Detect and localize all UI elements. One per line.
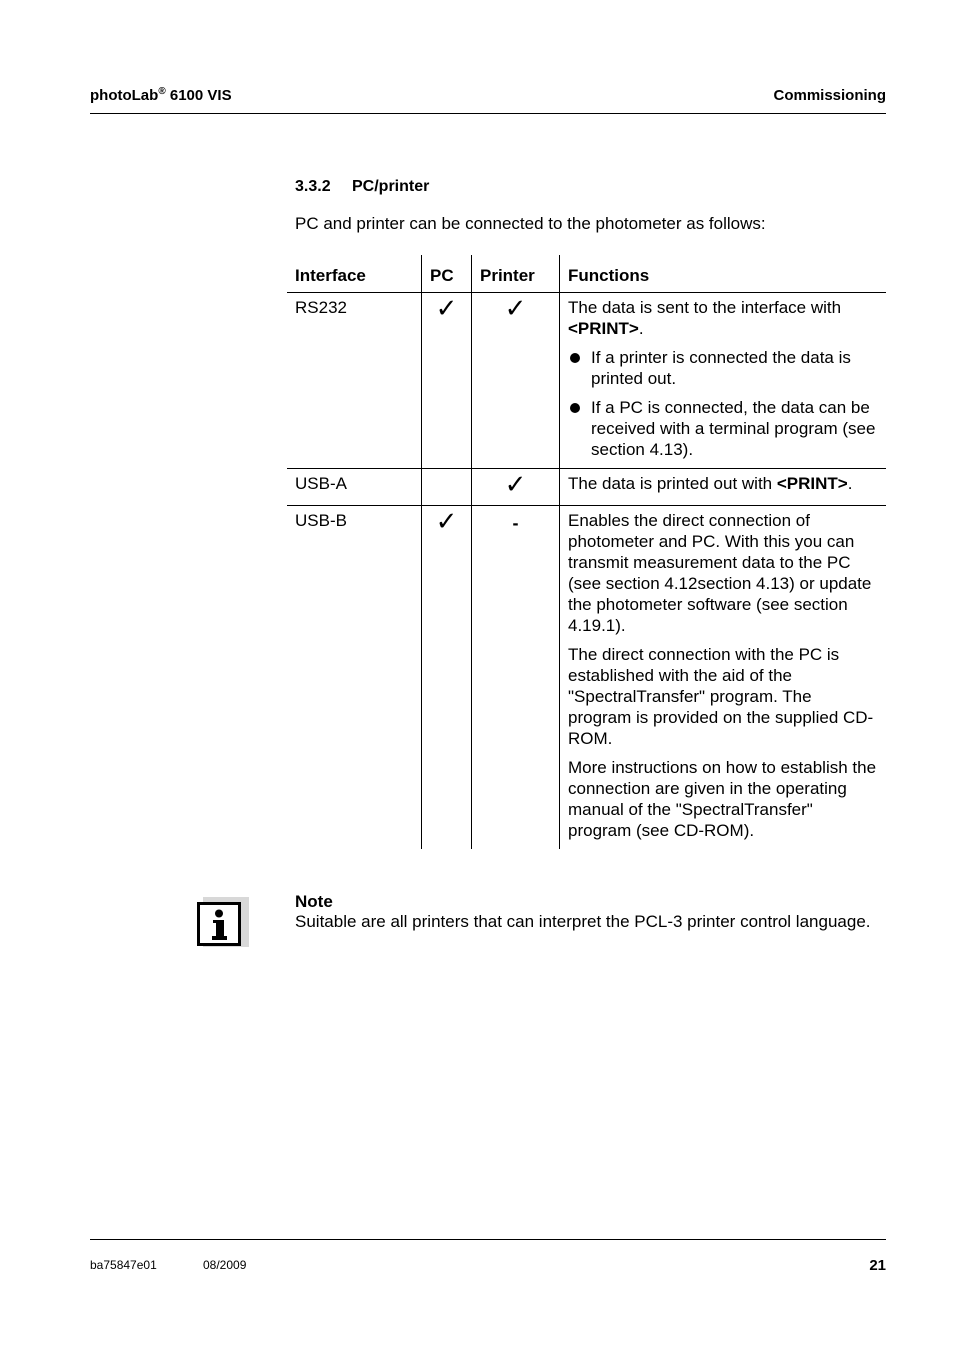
functions-cell: [560, 469, 887, 506]
checkmark-icon: ✓: [504, 470, 527, 500]
dash-mark: -: [512, 513, 519, 533]
pc-cell: [422, 293, 472, 469]
pc-cell: [422, 506, 472, 850]
function-text: More instructions on how to establish the connection are given in the operating manual of the "SpectralTransfer" program (see CD-ROM).: [568, 758, 877, 840]
printer-cell: [472, 469, 560, 506]
function-text: The data is sent to the interface with <PRINT>.: [568, 298, 842, 338]
section-number: 3.3.2: [295, 178, 331, 195]
list-item: If a PC is connected, the data can be received with a terminal program (see section 4.13).: [568, 397, 878, 460]
checkmark-icon: ✓: [504, 294, 527, 324]
header-interface: Interface: [295, 265, 366, 285]
section-heading: [295, 178, 429, 196]
function-text: The direct connection with the PC is established with the aid of the "SpectralTransfer" program. The program is provided on the supplied CD-ROM.: [568, 645, 874, 748]
interface-table: [287, 255, 886, 849]
printer-cell: [472, 293, 560, 469]
bullet-icon: [570, 353, 580, 363]
footer-rule: [90, 1239, 886, 1240]
interface-cell: USB-A: [295, 474, 347, 493]
interface-cell: USB-B: [295, 511, 347, 530]
checkmark-icon: ✓: [435, 507, 458, 537]
chapter-title: Commissioning: [773, 87, 886, 104]
info-icon: [197, 902, 241, 946]
functions-cell: [560, 506, 887, 850]
document-date: 08/2009: [203, 1258, 247, 1272]
function-text: Enables the direct connection of photometer and PC. With this you can transmit measurement data to the PC (see section 4.12section 4.13) or update the photometer software (see section 4.19.1).: [568, 511, 872, 635]
header-pc: PC: [422, 255, 472, 293]
function-text: The data is printed out with <PRINT>.: [568, 474, 853, 493]
product-name: [90, 86, 232, 104]
table-row: [287, 293, 886, 469]
table-row: [287, 506, 886, 850]
list-item: If a printer is connected the data is printed out.: [568, 347, 878, 389]
checkmark-icon: ✓: [435, 294, 458, 324]
print-key: <PRINT>: [568, 319, 639, 338]
table-row: [287, 469, 886, 506]
product-model: 6100 VIS: [169, 87, 232, 104]
section-intro: PC and printer can be connected to the photometer as follows:: [295, 214, 766, 233]
print-key: <PRINT>: [776, 474, 848, 493]
page-number: 21: [869, 1257, 886, 1274]
header-printer: Printer: [472, 255, 560, 293]
registered-mark: ®: [158, 86, 166, 97]
interface-cell: RS232: [295, 298, 347, 317]
document-id: ba75847e01: [90, 1258, 157, 1272]
printer-cell: [472, 506, 560, 850]
note-title: Note: [295, 892, 333, 911]
section-title: PC/printer: [352, 178, 430, 195]
functions-cell: [560, 293, 887, 469]
product-brand: photoLab: [90, 87, 159, 104]
pc-cell: [422, 469, 472, 506]
header-functions: Functions: [560, 255, 887, 293]
table-header-row: [287, 255, 886, 293]
bullet-icon: [570, 403, 580, 413]
header-rule: [90, 113, 886, 114]
note-text: Suitable are all printers that can interpret the PCL-3 printer control language.: [295, 912, 871, 931]
